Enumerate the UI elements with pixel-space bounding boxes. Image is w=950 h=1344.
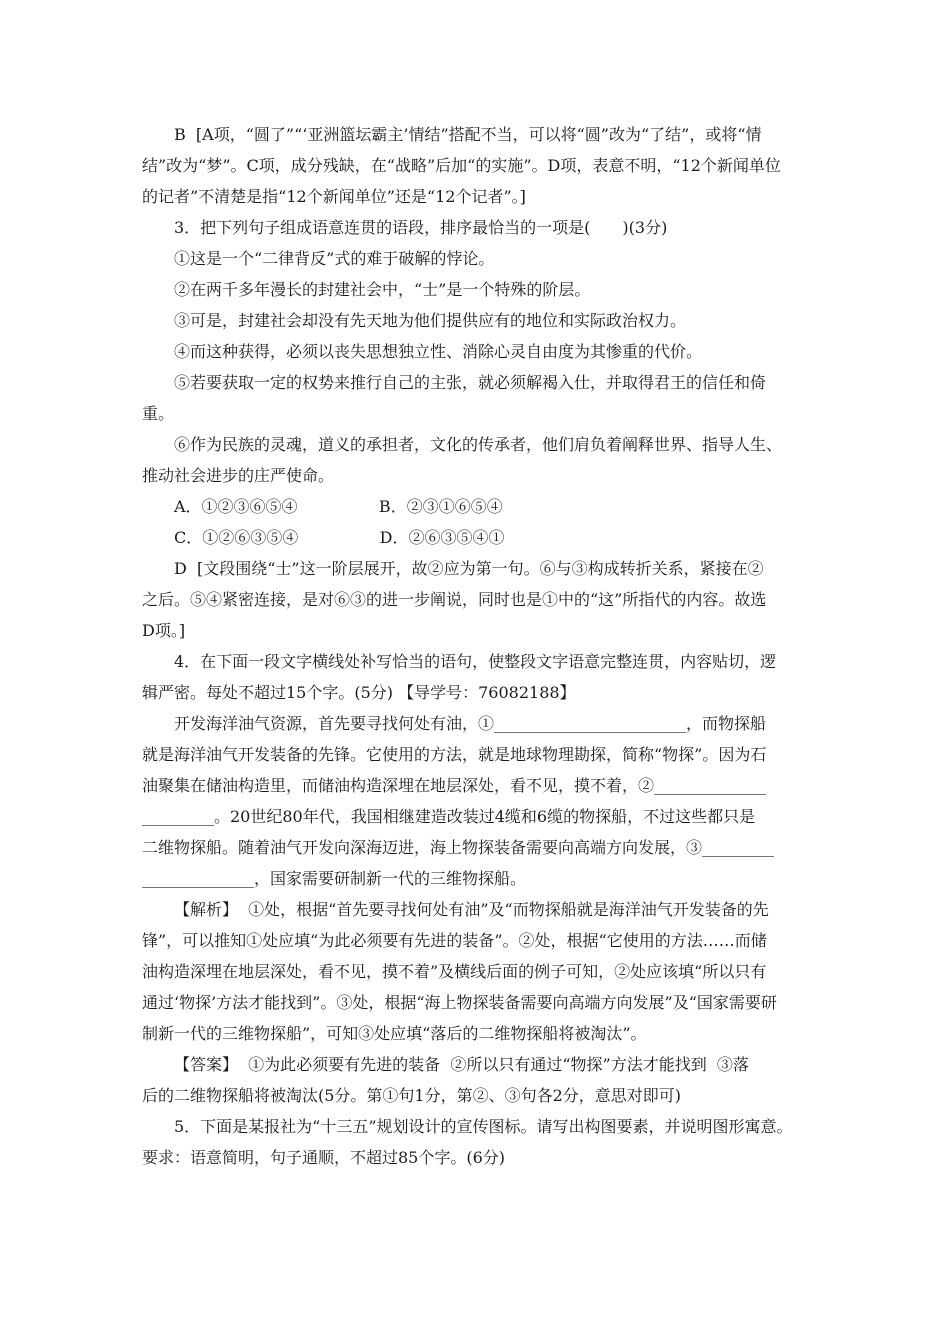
answer-2-explanation-line-1: B [A项，“圆了”“‘亚洲篮坛霸主’情结”搭配不当，可以将“圆”改为“了结”，或将“情 [174,125,762,144]
question-5-stem-line-1: 5．下面是某报社为“十三五”规划设计的宣传图标。请写出构图要素，并说明图形寓意。 [174,1117,793,1136]
question-4-analysis-line-5: 制新一代的三维物探船”，可知③处应填“落后的二维物探船将被淘汰”。 [142,1024,647,1043]
question-4-passage-line-5: 二维物探船。随着油气开发向深海迈进，海上物探装备需要向高端方向发展，③_________ [142,838,775,857]
question-3-sentence-3: ③可是，封建社会却没有先天地为他们提供应有的地位和实际政治权力。 [174,311,687,330]
question-3-sentence-1: ①这是一个“二律背反”式的难于破解的悖论。 [174,249,495,268]
question-3-sentence-4: ④而这种获得，必须以丧失思想独立性、消除心灵自由度为其惨重的代价。 [174,342,703,361]
answer-2-explanation-line-3: 的记者”不清楚是指“12个新闻单位”还是“12个记者”。] [142,187,526,206]
question-4-analysis-line-1: 【解析】 ①处，根据“首先要寻找何处有油”及“而物探船就是海洋油气开发装备的先 [174,900,769,919]
question-3-sentence-2: ②在两千多年漫长的封建社会中，“士”是一个特殊的阶层。 [174,280,591,299]
answer-2-explanation-line-2: 结”改为“梦”。C项，成分残缺，在“战略”后加“的实施”。D项，表意不明，“12个新闻单位 [142,156,781,175]
question-3-sentence-5-cont: 重。 [142,404,175,423]
question-4-analysis-line-4: 通过‘物探’方法才能找到”。③处，根据“海上物探装备需要向高端方向发展”及“国家需要研 [142,993,777,1012]
question-3-stem: 3．把下列句子组成语意连贯的语段，排序最恰当的一项是( )(3分) [174,218,668,237]
question-4-analysis-line-3: 油构造深埋在地层深处，看不见，摸不着”及横线后面的例子可知，②处应该填“所以只有 [142,962,767,981]
question-4-stem-line-2: 辑严密。每处不超过15个字。(5分) 【导学号：76082188】 [142,683,576,702]
answer-3-explanation-line-2: 之后。⑤④紧密连接，是对⑥③的进一步阐说，同时也是①中的“这”所指代的内容。故选 [142,590,767,609]
question-4-answer-line-1: 【答案】 ①为此必须要有先进的装备 ②所以只有通过“物探”方法才能找到 ③落 [174,1055,749,1074]
question-4-passage-line-4: _________。20世纪80年代，我国相继建造改装过4缆和6缆的物探船，不过这些都只是 [142,807,756,826]
question-4-passage-line-2: 就是海洋油气开发装备的先锋。它使用的方法，就是地球物理勘探，简称“物探”。因为石 [142,745,767,764]
question-4-stem-line-1: 4．在下面一段文字横线处补写恰当的语句，使整段文字语意完整连贯，内容贴切，逻 [174,652,777,671]
question-3-sentence-6: ⑥作为民族的灵魂，道义的承担者，文化的传承者，他们肩负着阐释世界、指导人生、 [174,435,783,454]
question-4-passage-line-1: 开发海洋油气资源，首先要寻找何处有油，①________________________，而物探船 [174,714,767,733]
question-3-options-ab: A．①②③⑥⑤④ B．②③①⑥⑤④ [174,497,503,516]
answer-3-explanation-line-1: D [文段围绕“士”这一阶层展开，故②应为第一句。⑥与③构成转折关系，紧接在② [174,559,764,578]
question-4-analysis-line-2: 锋”，可以推知①处应填“为此必须要有先进的装备”。②处，根据“它使用的方法……而储 [142,931,767,950]
question-3-options-cd: C．①②⑥③⑤④ D．②⑥③⑤④① [174,528,505,547]
question-5-stem-line-2: 要求：语意简明，句子通顺，不超过85个字。(6分) [142,1148,506,1167]
question-3-sentence-6-cont: 推动社会进步的庄严使命。 [142,466,335,485]
question-4-answer-line-2: 后的二维物探船将被淘汰(5分。第①句1分，第②、③句各2分，意思对即可) [142,1086,682,1105]
question-4-passage-line-3: 油聚集在储油构造里，而储油构造深埋在地层深处，看不见，摸不着，②______________ [142,776,767,795]
answer-3-explanation-line-3: D项。] [142,621,186,640]
question-4-passage-line-6: ______________，国家需要研制新一代的三维物探船。 [142,869,527,888]
question-3-sentence-5: ⑤若要获取一定的权势来推行自己的主张，就必须解褐入仕，并取得君王的信任和倚 [174,373,767,392]
